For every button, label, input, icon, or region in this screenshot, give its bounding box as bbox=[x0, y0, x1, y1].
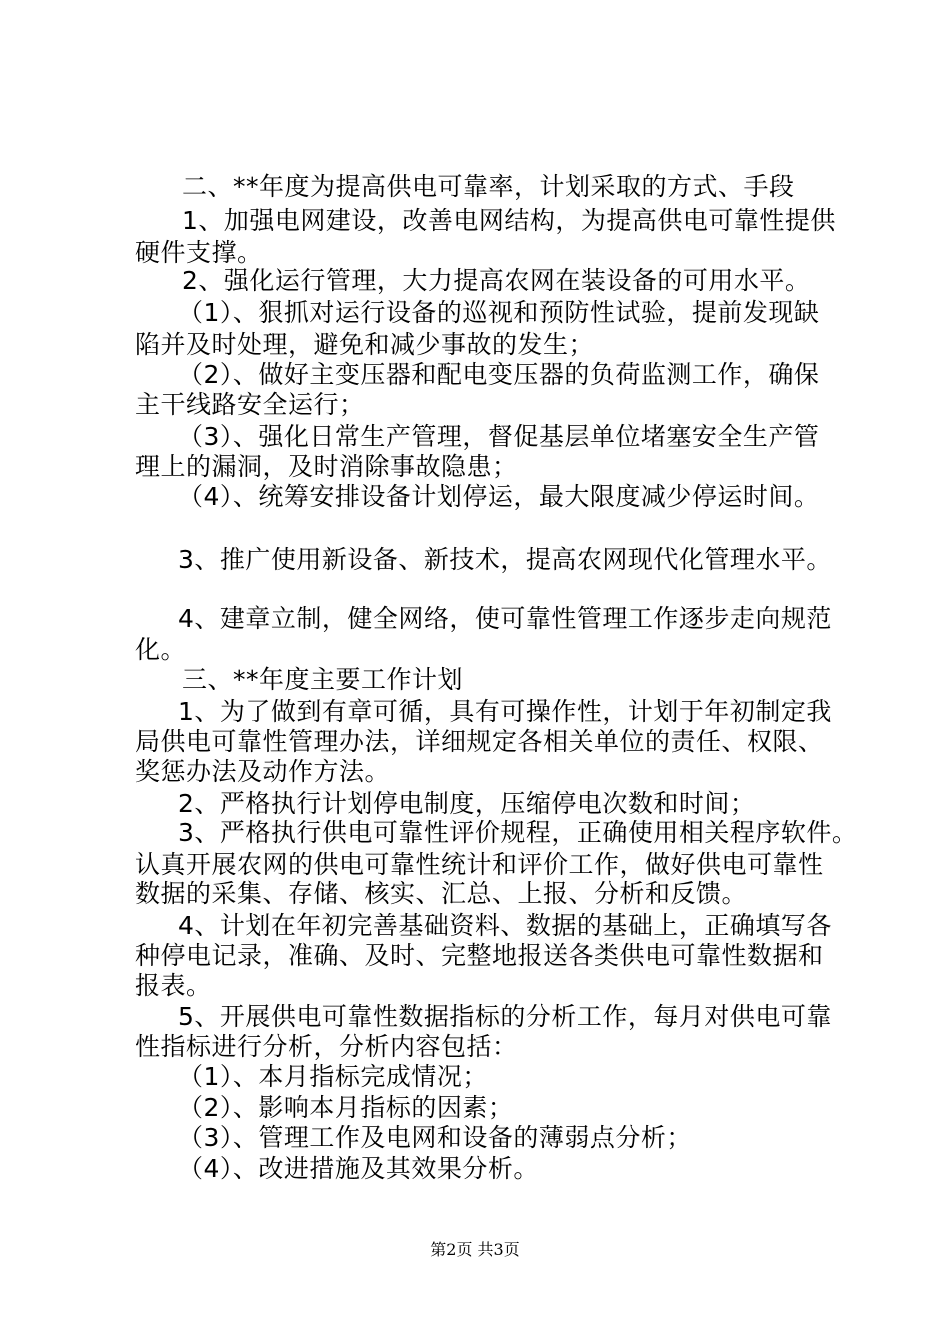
paragraph-line: 奖惩办法及动作方法。 bbox=[135, 757, 391, 786]
paragraph-line: （3）、强化日常生产管理，督促基层单位堵塞安全生产管 bbox=[178, 422, 820, 451]
page-number-footer: 第2页 共3页 bbox=[430, 1240, 520, 1259]
paragraph-line: 理上的漏洞，及时消除事故隐患； bbox=[135, 452, 518, 481]
paragraph-line: 1、加强电网建设，改善电网结构，为提高供电可靠性提供 bbox=[182, 206, 836, 235]
paragraph-line: 主干线路安全运行； bbox=[135, 390, 365, 419]
paragraph-line: 数据的采集、存储、核实、汇总、上报、分析和反馈。 bbox=[135, 879, 748, 908]
paragraph-line: 局供电可靠性管理办法，详细规定各相关单位的责任、权限、 bbox=[135, 727, 824, 756]
paragraph-line: 2、严格执行计划停电制度，压缩停电次数和时间； bbox=[178, 789, 756, 818]
paragraph-line: （4）、统筹安排设备计划停运，最大限度减少停运时间。 bbox=[178, 482, 820, 511]
paragraph-line: 报表。 bbox=[135, 971, 212, 1000]
paragraph-line: 硬件支撑。 bbox=[135, 238, 263, 267]
paragraph-line: 1、为了做到有章可循，具有可操作性，计划于年初制定我 bbox=[178, 697, 832, 726]
paragraph-line: 3、推广使用新设备、新技术，提高农网现代化管理水平。 bbox=[178, 545, 832, 574]
paragraph-line: 种停电记录，准确、及时、完整地报送各类供电可靠性数据和 bbox=[135, 941, 824, 970]
paragraph-line: （2）、影响本月指标的因素； bbox=[178, 1093, 514, 1122]
paragraph-line: （1）、狠抓对运行设备的巡视和预防性试验，提前发现缺 bbox=[178, 298, 820, 327]
paragraph-line: 2、强化运行管理，大力提高农网在装设备的可用水平。 bbox=[182, 266, 811, 295]
paragraph-line: 认真开展农网的供电可靠性统计和评价工作，做好供电可靠性 bbox=[135, 850, 824, 879]
paragraph-line: 4、建章立制，健全网络，使可靠性管理工作逐步走向规范 bbox=[178, 604, 832, 633]
paragraph-line: 陷并及时处理，避免和减少事故的发生； bbox=[135, 330, 595, 359]
paragraph-line: （2）、做好主变压器和配电变压器的负荷监测工作，确保 bbox=[178, 360, 820, 389]
paragraph-line: 4、计划在年初完善基础资料、数据的基础上，正确填写各 bbox=[178, 911, 832, 940]
paragraph-line: （4）、改进措施及其效果分析。 bbox=[178, 1154, 539, 1183]
paragraph-line: 5、开展供电可靠性数据指标的分析工作，每月对供电可靠 bbox=[178, 1002, 832, 1031]
paragraph-line: （1）、本月指标完成情况； bbox=[178, 1062, 488, 1091]
paragraph-line: 性指标进行分析，分析内容包括： bbox=[135, 1032, 518, 1061]
paragraph-line: 化。 bbox=[135, 635, 187, 664]
heading-section-two: 二、**年度为提高供电可靠率，计划采取的方式、手段 bbox=[182, 172, 795, 201]
heading-section-three: 三、**年度主要工作计划 bbox=[182, 665, 464, 694]
paragraph-line: 3、严格执行供电可靠性评价规程，正确使用相关程序软件。 bbox=[178, 818, 858, 847]
paragraph-line: （3）、管理工作及电网和设备的薄弱点分析； bbox=[178, 1123, 692, 1152]
